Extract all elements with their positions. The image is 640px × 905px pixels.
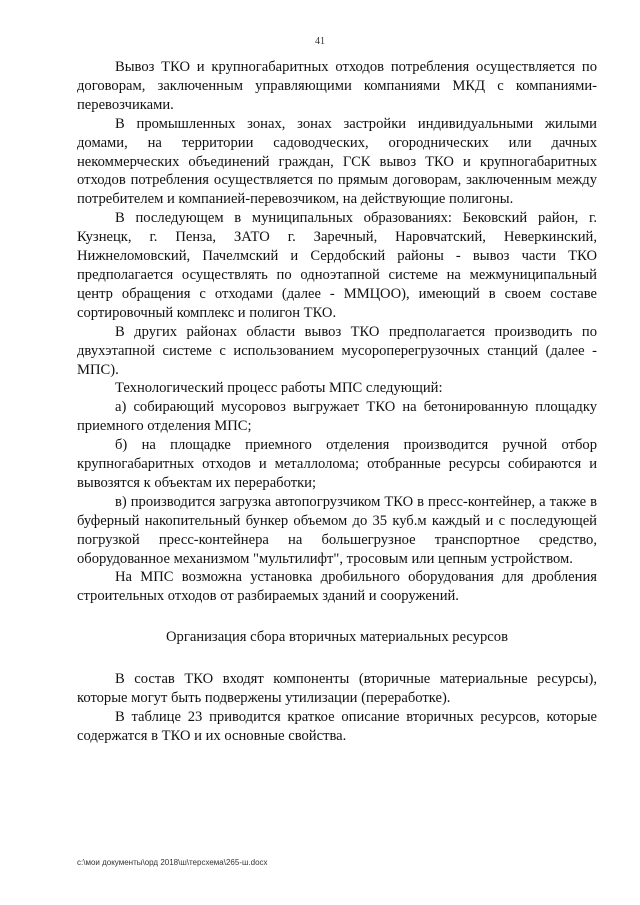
list-item: б) на площадке приемного отделения производится ручной отбор крупногабаритных отходов и металлолома; отобранные ресурсы собираются и вывозятся к объектам их переработки; xyxy=(77,437,597,491)
document-body xyxy=(77,58,597,746)
paragraph: В других районах области вывоз ТКО предполагается производить по двухэтапной системе с использованием мусороперегрузочных станций (далее - МПС). xyxy=(77,323,597,378)
paragraph: В состав ТКО входят компоненты (вторичные материальные ресурсы), которые могут быть подвержены утилизации (переработке). xyxy=(77,671,597,707)
footer-file-path: c:\мои документы\орд 2018\ш\терсхема\265-ш.docx xyxy=(77,858,268,867)
list-item: а) собирающий мусоровоз выгружает ТКО на бетонированную площадку приемного отделения МПС; xyxy=(77,399,597,435)
paragraph: Технологический процесс работы МПС следующий: xyxy=(115,380,443,397)
page-number: 41 xyxy=(315,36,325,47)
paragraph: В последующем в муниципальных образованиях: Бековский район, г. Кузнецк, г. Пенза, ЗАТО г. Заречный, Наровчатский, Неверкинский, Нижнеломовский, Пачелмский и Сердобский районы - вывоз части ТКО предполагается осуществлять по одноэтапной системе на межмуниципальный центр обращения с отходами (далее - ММЦОО), имеющий в своем составе сортировочный комплекс и полигон ТКО. xyxy=(77,210,597,321)
paragraph: В таблице 23 приводится краткое описание вторичных ресурсов, которые содержатся в ТКО и их основные свойства. xyxy=(77,709,597,744)
section-heading: Организация сбора вторичных материальных ресурсов xyxy=(166,629,508,646)
paragraph: На МПС возможна установка дробильного оборудования для дробления строительных отходов от разбираемых зданий и сооружений. xyxy=(77,569,597,605)
paragraph: В промышленных зонах, зонах застройки индивидуальными жилыми домами, на территории садоводческих, огороднических или дачных некоммерческих объединений граждан, ГСК вывоз ТКО и крупногабаритных отходов потребления осуществляется по прямым договорам, заключенным между потребителем и компанией-перевозчиком, на действующие полигоны. xyxy=(77,115,597,208)
list-item: в) производится загрузка автопогрузчиком ТКО в пресс-контейнер, а также в буферный накопительный бункер объемом до 35 куб.м каждый и с последующей погрузкой пресс-контейнера на большегрузное транспортное средство, оборудованное механизмом "мультилифт", тросовым или цепным устройством. xyxy=(77,493,597,567)
paragraph: Вывоз ТКО и крупногабаритных отходов потребления осуществляется по договорам, заключенным управляющими компаниями МКД с компаниями-перевозчиками. xyxy=(77,59,597,113)
